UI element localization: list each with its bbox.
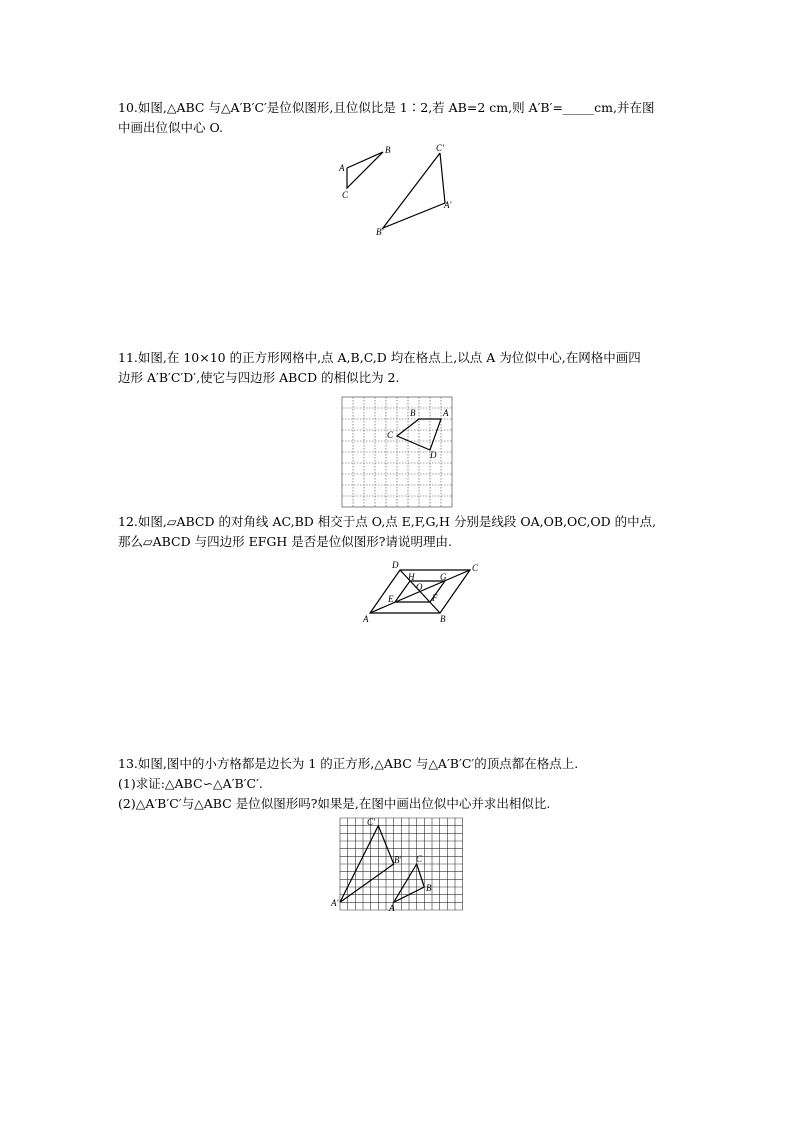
q10-label-a: A — [339, 163, 345, 173]
q12-label-o: O — [416, 582, 423, 592]
q12-line2: 那么▱ABCD 与四边形 EFGH 是否是位似图形?请说明理由. — [118, 534, 452, 549]
q12-label-g: G — [440, 572, 447, 582]
q13-line1: 13.如图,图中的小方格都是边长为 1 的正方形,△ABC 与△A′B′C′的顶点都在格点上. — [118, 756, 579, 771]
q12-label-a: A — [363, 614, 369, 624]
q11-label-d: D — [430, 450, 437, 460]
q11-figure — [335, 390, 460, 508]
q11-line2: 边形 A′B′C′D′,使它与四边形 ABCD 的相似比为 2. — [118, 370, 400, 385]
q13-figure — [330, 812, 470, 914]
q12-label-f: F — [432, 593, 438, 603]
q10-triangle-a2b2c2 — [383, 153, 445, 228]
q12-label-d: D — [392, 560, 399, 570]
q10-line1: 10.如图,△ABC 与△A′B′C′是位似图形,且位似比是 1∶2,若 AB=2 cm,则 A′B′=_____cm,并在图 — [118, 100, 655, 115]
q12-label-e: E — [388, 594, 394, 604]
q11-label-b: B — [410, 408, 416, 418]
q10-line2: 中画出位似中心 O. — [118, 120, 223, 135]
q10-triangle-abc — [347, 152, 383, 188]
q13-label-c: C — [416, 854, 423, 864]
q11-label-c: C — [387, 430, 394, 440]
q10-figure — [330, 140, 460, 240]
q10-label-c2: C′ — [436, 143, 444, 153]
q11-quadrilateral-abcd — [397, 419, 441, 450]
q12-label-c: C — [472, 563, 479, 573]
q12-figure — [358, 558, 488, 628]
q13-label-b2: B′ — [394, 855, 402, 865]
q10-label-a2: A′ — [444, 200, 452, 210]
q13-label-a2: A′ — [331, 898, 339, 908]
q13-line2: (1)求证:△ABC∽△A′B′C′. — [118, 776, 263, 791]
q10-label-b2: B′ — [376, 227, 384, 237]
q10-label-c: C — [342, 190, 349, 200]
q12-label-h: H — [408, 572, 415, 582]
q10-label-b: B — [385, 145, 391, 155]
q12-label-b: B — [440, 614, 446, 624]
q13-line3: (2)△A′B′C′与△ABC 是位似图形吗?如果是,在图中画出位似中心并求出相似比. — [118, 796, 551, 811]
q13-label-a: A — [389, 903, 395, 913]
q13-label-b: B — [426, 883, 432, 893]
q12-line1: 12.如图,▱ABCD 的对角线 AC,BD 相交于点 O,点 E,F,G,H 分别是线段 OA,OB,OC,OD 的中点, — [118, 514, 657, 529]
q11-line1: 11.如图,在 10×10 的正方形网格中,点 A,B,C,D 均在格点上,以点 A 为位似中心,在网格中画四 — [118, 350, 641, 365]
q13-label-c2: C′ — [367, 817, 375, 827]
q11-label-a: A — [443, 408, 449, 418]
